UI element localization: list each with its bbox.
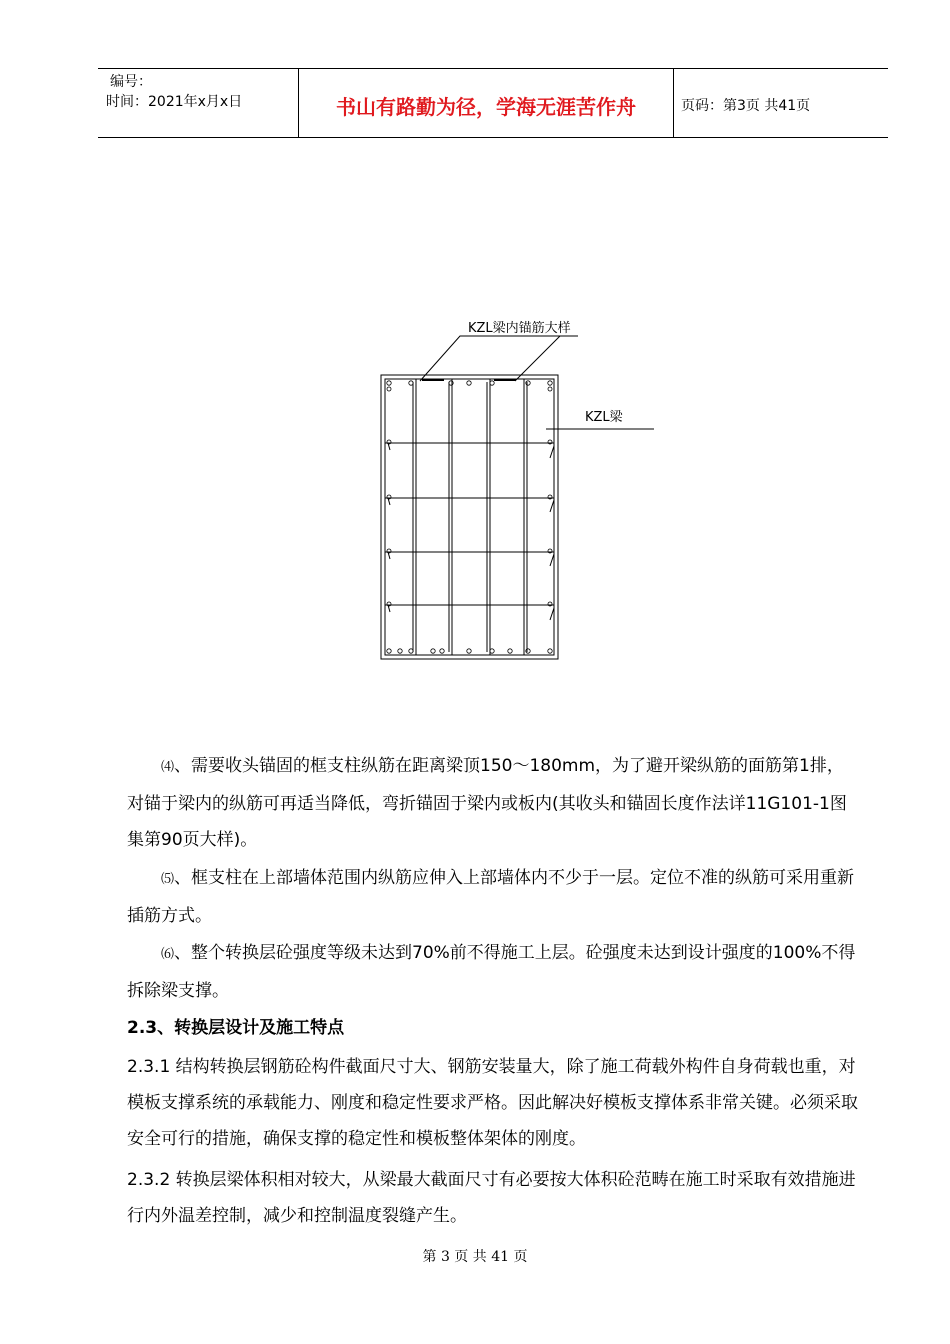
paragraph-5-text: 、框支柱在上部墙体范围内纵筋应伸入上部墙体内不少于一层。定位不准的纵筋可采用重新插筋方式。 <box>127 868 855 926</box>
header-page-info: 页码：第3页 共41页 <box>681 98 811 114</box>
page-footer: 第 3 页 共 41 页 <box>422 1249 528 1265</box>
beam-section-drawing <box>370 300 670 670</box>
paragraph-4-number: ⑷ <box>161 760 175 775</box>
header-motto: 书山有路勤为径，学海无涯苦作舟 <box>336 95 636 119</box>
beam-outline <box>381 375 558 659</box>
beam-section-svg <box>370 300 670 670</box>
stirrup-outline <box>385 379 554 655</box>
paragraph-5 <box>127 860 860 934</box>
section-paragraph-1: 2.3.1 结构转换层钢筋砼构件截面尺寸大、钢筋安装量大，除了施工荷载外构件自身荷载也重，对模板支撑系统的承载能力、刚度和稳定性要求严格。因此解决好模板支撑体系非常关键。必须采取安全可行的措施，确保支撑的稳定性和模板整体架体的刚度。 <box>127 1057 858 1149</box>
paragraph-4 <box>127 748 860 858</box>
document-time: 时间：2021年x月x日 <box>106 94 243 110</box>
header-page-cell <box>673 69 888 137</box>
header-motto-cell <box>298 69 674 137</box>
page-header <box>98 68 888 138</box>
paragraph-5-number: ⑸ <box>161 872 175 887</box>
section-paragraph-2: 2.3.2 转换层梁体积相对较大，从梁最大截面尺寸有必要按大体积砼范畴在施工时采取有效措施进行内外温差控制，减少和控制温度裂缝产生。 <box>127 1170 856 1226</box>
paragraph-4-text: 、需要收头锚固的框支柱纵筋在距离梁顶150～180mm，为了避开梁纵筋的面筋第1排，对锚于梁内的纵筋可再适当降低，弯折锚固于梁内或板内(其收头和锚固长度作法详11G101-1图集第90页大样)。 <box>127 756 847 850</box>
document-number-label: 编号： <box>110 74 152 90</box>
detail-label: KZL梁内锚筋大样 <box>468 321 571 336</box>
section-heading: 2.3、转换层设计及施工特点 <box>127 1018 345 1038</box>
detail-leader-line <box>420 336 578 381</box>
paragraph-6-number: ⑹ <box>161 947 175 962</box>
header-meta-cell <box>98 69 298 137</box>
paragraph-6-text: 、整个转换层砼强度等级未达到70%前不得施工上层。砼强度未达到设计强度的100%不得拆除梁支撑。 <box>127 943 856 1001</box>
paragraph-6 <box>127 935 860 1009</box>
beam-label: KZL梁 <box>585 410 623 425</box>
